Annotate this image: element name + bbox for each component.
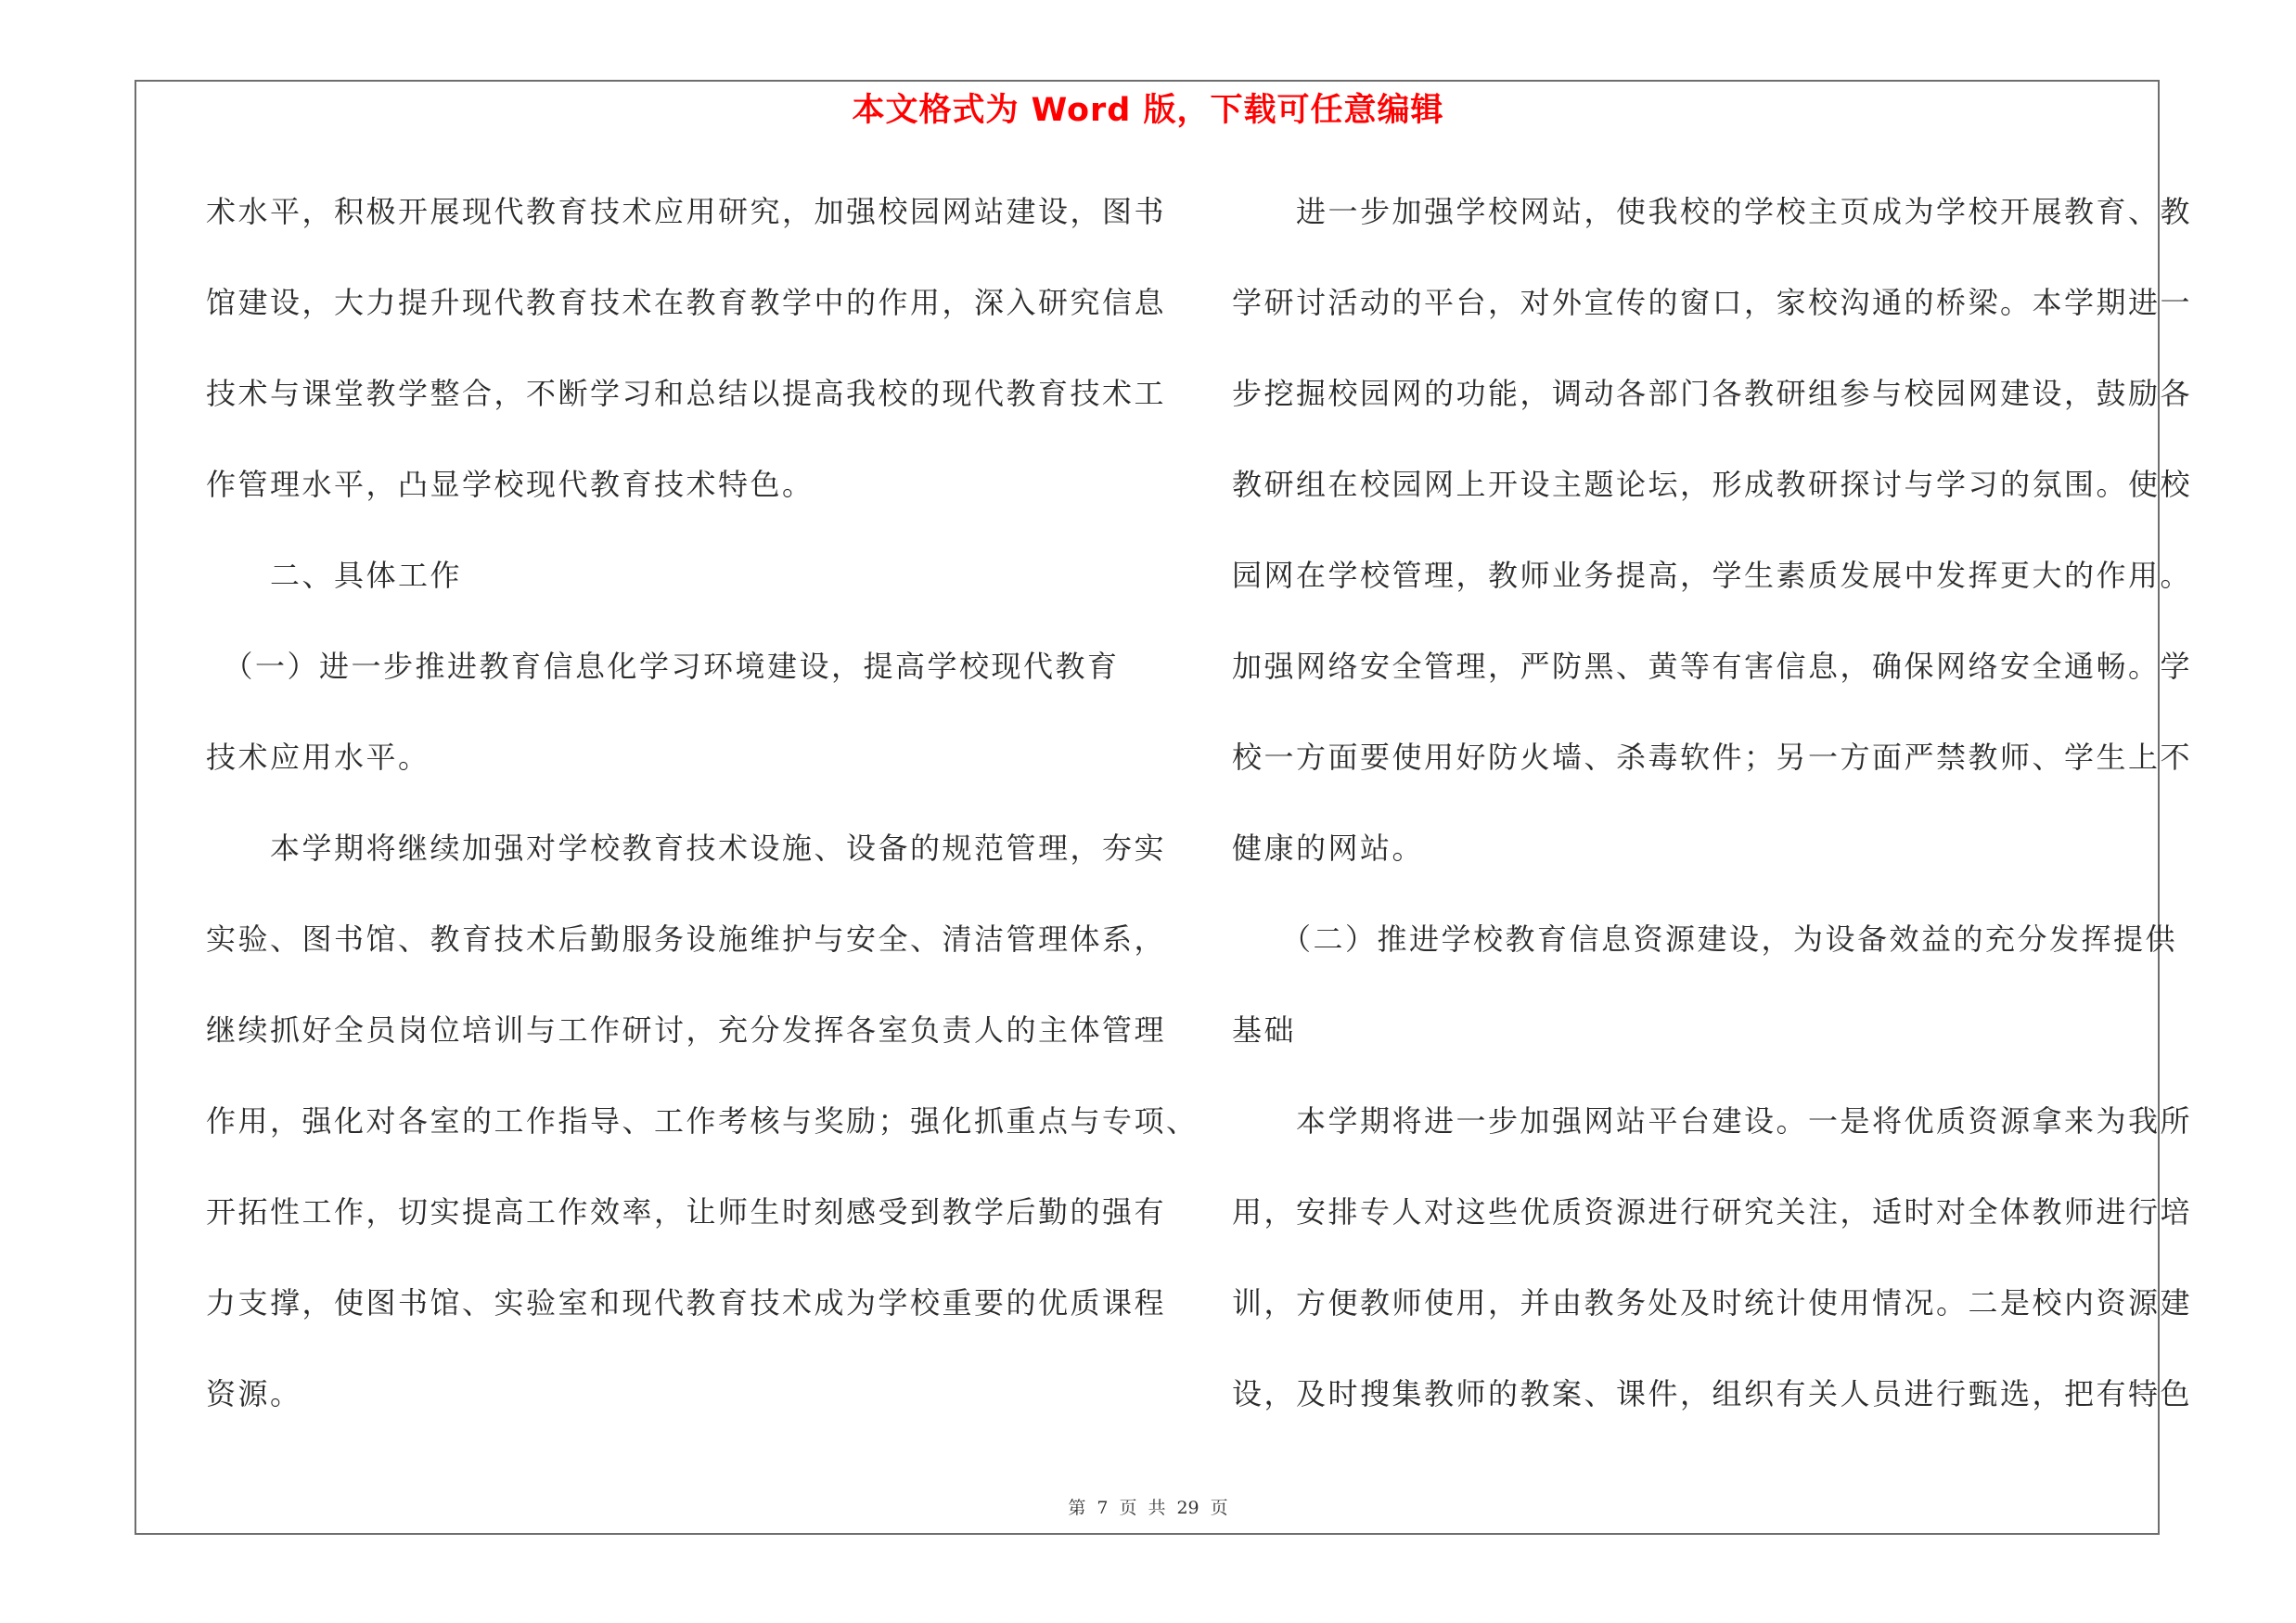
text-line: 实验、图书馆、教育技术后勤服务设施维护与安全、清洁管理体系， <box>206 921 1167 957</box>
text-line: 步挖掘校园网的功能，调动各部门各教研组参与校园网建设，鼓励各 <box>1232 376 2193 411</box>
text-line: 作管理水平，凸显学校现代教育技术特色。 <box>206 467 815 502</box>
text-line: 开拓性工作，切实提高工作效率，让师生时刻感受到教学后勤的强有 <box>206 1194 1167 1230</box>
subsection-heading: （二）推进学校教育信息资源建设，为设备效益的充分发挥提供 <box>1232 921 2178 957</box>
text-line: 用，安排专人对这些优质资源进行研究关注，适时对全体教师进行培 <box>1232 1194 2193 1230</box>
footer-prefix: 第 <box>1068 1498 1086 1518</box>
text-line: 学研讨活动的平台，对外宣传的窗口，家校沟通的桥梁。本学期进一 <box>1232 285 2193 320</box>
footer-suffix: 页 <box>1210 1498 1228 1518</box>
text-line: 继续抓好全员岗位培训与工作研讨，充分发挥各室负责人的主体管理 <box>206 1012 1167 1048</box>
right-column <box>1232 181 2193 1454</box>
text-line: 基础 <box>1232 1012 1297 1048</box>
text-line: 技术应用水平。 <box>206 740 430 775</box>
text-line: 力支撑，使图书馆、实验室和现代教育技术成为学校重要的优质课程 <box>206 1285 1167 1320</box>
page-number-footer <box>0 1494 2296 1519</box>
text-line: 园网在学校管理，教师业务提高，学生素质发展中发挥更大的作用。 <box>1232 558 2193 593</box>
text-line: 本学期将进一步加强网站平台建设。一是将优质资源拿来为我所 <box>1232 1103 2193 1139</box>
footer-total-word: 共 <box>1148 1498 1166 1518</box>
text-line: 资源。 <box>206 1376 302 1411</box>
text-line: 教研组在校园网上开设主题论坛，形成教研探讨与学习的氛围。使校 <box>1232 467 2193 502</box>
current-page-number: 7 <box>1097 1498 1109 1518</box>
text-line: 训，方便教师使用，并由教务处及时统计使用情况。二是校内资源建 <box>1232 1285 2193 1320</box>
footer-page-word: 页 <box>1119 1498 1137 1518</box>
text-line: 本学期将继续加强对学校教育技术设施、设备的规范管理，夯实 <box>206 831 1167 866</box>
text-line: 进一步加强学校网站，使我校的学校主页成为学校开展教育、教 <box>1232 194 2193 229</box>
text-line: 校一方面要使用好防火墙、杀毒软件；另一方面严禁教师、学生上不 <box>1232 740 2193 775</box>
text-line: 作用，强化对各室的工作指导、工作考核与奖励；强化抓重点与专项、 <box>206 1103 1199 1139</box>
subsection-heading: （一）进一步推进教育信息化学习环境建设，提高学校现代教育 <box>206 649 1120 684</box>
text-line: 健康的网站。 <box>1232 831 1425 866</box>
text-line: 馆建设，大力提升现代教育技术在教育教学中的作用，深入研究信息 <box>206 285 1167 320</box>
word-format-banner: 本文格式为 Word 版，下载可任意编辑 <box>852 92 1444 129</box>
text-line: 设，及时搜集教师的教案、课件，组织有关人员进行甄选，把有特色 <box>1232 1376 2193 1411</box>
total-page-number: 29 <box>1176 1498 1199 1518</box>
section-heading: 二、具体工作 <box>206 558 463 593</box>
text-line: 技术与课堂教学整合，不断学习和总结以提高我校的现代教育技术工 <box>206 376 1167 411</box>
left-column <box>206 181 1199 1454</box>
text-line: 加强网络安全管理，严防黑、黄等有害信息，确保网络安全通畅。学 <box>1232 649 2193 684</box>
text-line: 术水平，积极开展现代教育技术应用研究，加强校园网站建设，图书 <box>206 194 1167 229</box>
